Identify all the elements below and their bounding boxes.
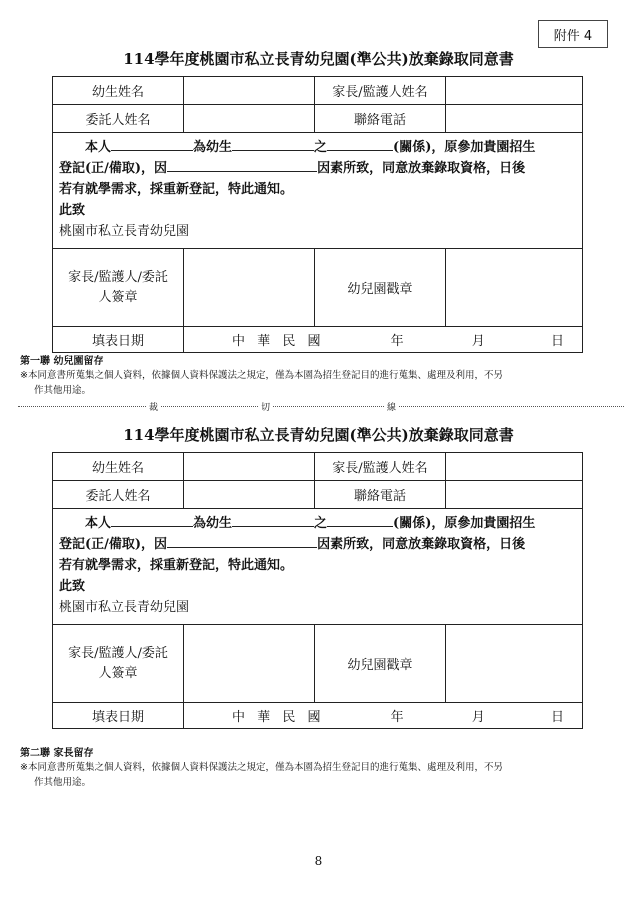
form1-stmt-p5: 桃園市私立長青幼兒園 <box>59 224 190 239</box>
form2-stmt-p1b: 為幼生 <box>193 516 233 531</box>
form1-stamp-label: 幼兒園戳章 <box>315 249 446 327</box>
form2-date-hua: 華 <box>257 710 271 725</box>
form1-date-field[interactable] <box>184 327 583 353</box>
form1-stmt-p3: 若有就學需求，採重新登記，特此通知。 <box>59 182 294 197</box>
form1-blank-relation[interactable] <box>327 137 393 151</box>
form1-stmt-p2b: 因素所致，同意放棄錄取資格，日後 <box>317 161 526 176</box>
form1-delegate-name-field[interactable] <box>184 105 315 133</box>
form1-year: 年 <box>390 334 404 349</box>
form1-date-min: 民 <box>282 334 296 349</box>
form1-note-line2: 作其他用途。 <box>34 385 92 396</box>
cut-word-3: 線 <box>384 400 399 413</box>
form2-blank-relation[interactable] <box>327 513 393 527</box>
form1-day: 日 <box>550 334 564 349</box>
form1-signature-label <box>53 249 184 327</box>
form2-date-min: 民 <box>282 710 296 725</box>
form2-date-zh: 中 <box>232 710 246 725</box>
form2-date-guo: 國 <box>307 710 321 725</box>
form2-stamp-field[interactable] <box>446 625 583 703</box>
form2-phone-label: 聯絡電話 <box>315 481 446 509</box>
form2-stamp-label: 幼兒園戳章 <box>315 625 446 703</box>
form2-year: 年 <box>390 710 404 725</box>
form2-stmt-p1c: 之 <box>314 516 328 531</box>
form1-signature-label-line1: 家長/監護人/委託 <box>68 269 168 285</box>
form2-stmt-p1a: 本人 <box>85 516 112 531</box>
form1-stmt-p1c: 之 <box>314 140 328 155</box>
form2-statement <box>53 509 583 625</box>
form1-parent-name-label: 家長/監護人姓名 <box>315 77 446 105</box>
form2-blank-reason[interactable] <box>167 534 317 548</box>
form1-signature-field[interactable] <box>184 249 315 327</box>
form2-date-field[interactable] <box>184 703 583 729</box>
cut-word-1: 裁 <box>146 400 161 413</box>
form1-blank-reason[interactable] <box>167 158 317 172</box>
form1-date-label: 填表日期 <box>53 327 184 353</box>
form1-date-guo: 國 <box>307 334 321 349</box>
form2-day: 日 <box>550 710 564 725</box>
form2-phone-field[interactable] <box>446 481 583 509</box>
page-number: 8 <box>314 854 323 868</box>
form2-stmt-p4: 此致 <box>59 579 86 594</box>
form2-blank-person[interactable] <box>111 513 193 527</box>
form1-stmt-p2a: 登記(正/備取)，因 <box>59 161 168 176</box>
form1-statement <box>53 133 583 249</box>
form2-stmt-p2a: 登記(正/備取)，因 <box>59 537 168 552</box>
form1-copy-label: 第一聯 幼兒園留存 <box>20 356 104 367</box>
form2-stmt-p3: 若有就學需求，採重新登記，特此通知。 <box>59 558 294 573</box>
form1-stmt-p1a: 本人 <box>85 140 112 155</box>
form1-delegate-name-label: 委託人姓名 <box>53 105 184 133</box>
form2-parent-name-field[interactable] <box>446 453 583 481</box>
form1-child-name-field[interactable] <box>184 77 315 105</box>
form2-signature-field[interactable] <box>184 625 315 703</box>
form1-table <box>52 76 583 353</box>
form1-stamp-field[interactable] <box>446 249 583 327</box>
form1-stmt-p1b: 為幼生 <box>193 140 233 155</box>
form2-title: 114學年度桃園市私立長青幼兒園(準公共)放棄錄取同意書 <box>123 426 514 444</box>
form1-phone-field[interactable] <box>446 105 583 133</box>
form2-signature-label-line1: 家長/監護人/委託 <box>68 645 168 661</box>
form2-copy-label: 第二聯 家長留存 <box>20 748 94 759</box>
form2-date-label: 填表日期 <box>53 703 184 729</box>
form1-month: 月 <box>471 334 485 349</box>
form1-stmt-p4: 此致 <box>59 203 86 218</box>
form2-delegate-name-label: 委託人姓名 <box>53 481 184 509</box>
form1-note-line1: ※本同意書所蒐集之個人資料，依據個人資料保護法之規定，僅為本園為招生登記目的進行蒐集、處理及利用，不另 <box>20 370 503 381</box>
form1-blank-person[interactable] <box>111 137 193 151</box>
form2-privacy-note <box>20 760 503 790</box>
form1-parent-name-field[interactable] <box>446 77 583 105</box>
form2-parent-name-label: 家長/監護人姓名 <box>315 453 446 481</box>
annex-label: 附件 4 <box>538 20 608 48</box>
form1-signature-label-line2: 人簽章 <box>98 289 138 305</box>
form2-child-name-field[interactable] <box>184 453 315 481</box>
form2-stmt-p2b: 因素所致，同意放棄錄取資格，日後 <box>317 537 526 552</box>
cut-word-2: 切 <box>258 400 273 413</box>
form2-note-line2: 作其他用途。 <box>34 777 92 788</box>
form1-phone-label: 聯絡電話 <box>315 105 446 133</box>
form2-delegate-name-field[interactable] <box>184 481 315 509</box>
form2-signature-label-line2: 人簽章 <box>98 665 138 681</box>
form2-blank-child[interactable] <box>232 513 314 527</box>
cut-line <box>18 406 624 407</box>
form2-child-name-label: 幼生姓名 <box>53 453 184 481</box>
form2-table <box>52 452 583 729</box>
form2-stmt-p1d: (關係)，原參加貴園招生 <box>393 516 536 531</box>
form1-title: 114學年度桃園市私立長青幼兒園(準公共)放棄錄取同意書 <box>123 50 514 68</box>
form1-stmt-p1d: (關係)，原參加貴園招生 <box>393 140 536 155</box>
form2-month: 月 <box>471 710 485 725</box>
form2-signature-label <box>53 625 184 703</box>
form1-date-zh: 中 <box>232 334 246 349</box>
form2-stmt-p5: 桃園市私立長青幼兒園 <box>59 600 190 615</box>
form1-child-name-label: 幼生姓名 <box>53 77 184 105</box>
form1-date-hua: 華 <box>257 334 271 349</box>
form1-privacy-note <box>20 368 503 398</box>
form2-note-line1: ※本同意書所蒐集之個人資料，依據個人資料保護法之規定，僅為本園為招生登記目的進行蒐集、處理及利用，不另 <box>20 762 503 773</box>
form1-blank-child[interactable] <box>232 137 314 151</box>
